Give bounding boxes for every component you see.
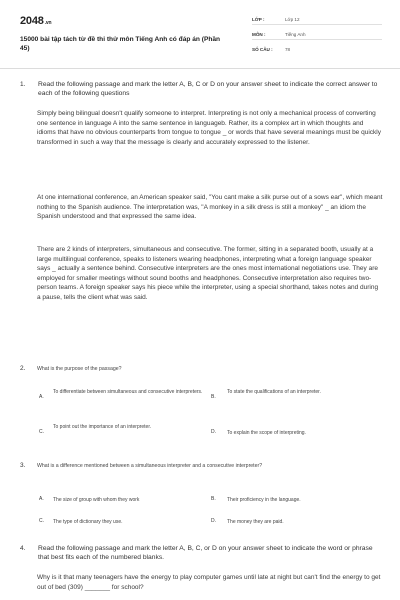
passage-paragraph: At one international conference, an American speaker said, "You cant make a silk purse out of a sows ear", which meant nothing to the Spanish audience. The interpretation was, "A monkey in a silk dress is still a monkey" _ an idiom the Spanish understood and that expressed the same idea.: [37, 194, 383, 220]
option-text[interactable]: The size of group with whom they work: [53, 497, 140, 503]
divider: [252, 39, 382, 40]
question-instruction: Read the following passage and mark the letter A, B, C or D on your answer sheet to indicate the correct answer to each of the following questions: [38, 81, 378, 97]
meta-value: Lớp 12: [285, 17, 300, 22]
site-logo[interactable]: [20, 15, 51, 27]
option-text[interactable]: To point out the importance of an interpreter.: [53, 424, 152, 430]
option-letter[interactable]: B.: [211, 394, 216, 400]
option-text[interactable]: The money they are paid.: [227, 519, 284, 525]
option-text[interactable]: Their proficiency in the language.: [227, 497, 301, 503]
passage-paragraph: There are 2 kinds of interpreters, simultaneous and consecutive. The former, sitting in a separated booth, usually at a large multilingual conference, speaks to listeners wearing headphones, interpreting what a foreign language speaker says _ actually a sentence behind. Consecutive interpreters are the ones most international negotiations use. They are employed for smaller meetings without sound booths and headphones. Consecutive interpretation also requires two-person teams. A foreign speaker says his piece while the interpreter, using a special shorthand, takes notes and during a pause, tells the client what was said.: [37, 246, 379, 301]
option-letter[interactable]: C.: [39, 429, 44, 435]
option-text[interactable]: To explain the scope of interpreting.: [227, 430, 306, 436]
meta-value: 78: [285, 47, 291, 52]
option-text[interactable]: The type of dictionary they use.: [53, 519, 123, 525]
meta-label: LỚP :: [252, 17, 265, 22]
passage-paragraph: Simply being bilingual doesn't qualify someone to interpret. Interpreting is not only a mechanical process of converting one sentence in language A into the same sentence in languageb. Rather, its a complex art in which thoughts and idioms that have no obvious counterparts from tongue to tongue _ or words that have several meanings must be quickly transformed in such a way that the message is clearly and accurately expressed to the listener.: [37, 110, 381, 146]
meta-label: SỐ CÂU :: [252, 47, 273, 52]
option-letter[interactable]: C.: [39, 518, 44, 524]
logo-text: 2048: [20, 15, 44, 27]
header-divider: [0, 68, 400, 69]
header: [0, 0, 400, 68]
option-letter[interactable]: B.: [211, 496, 216, 502]
logo-suffix: .vn: [44, 20, 52, 26]
passage-paragraph: Why is it that many teenagers have the energy to play computer games until late at night but can't find the energy to get out of bed (309) _______ for school?: [37, 574, 381, 591]
option-letter[interactable]: A.: [39, 394, 44, 400]
option-letter[interactable]: D.: [211, 429, 216, 435]
option-letter[interactable]: A.: [39, 496, 44, 502]
option-text[interactable]: To differentiate between simultaneous and consecutive interpreters.: [53, 389, 203, 395]
question-text: What is the purpose of the passage?: [37, 366, 122, 372]
question-number: 4.: [20, 545, 26, 552]
question-number: 1.: [20, 81, 26, 88]
meta-label: MÔN :: [252, 32, 266, 37]
question-number: 3.: [20, 462, 26, 469]
question-text: What is a difference mentioned between a simultaneous interpreter and a consecutive interpreter?: [37, 463, 263, 469]
question-number: 2.: [20, 365, 26, 372]
option-letter[interactable]: D.: [211, 518, 216, 524]
page-title: 15000 bài tập tách từ đề thi thử môn Tiếng Anh có đáp án (Phần 45): [20, 36, 221, 52]
divider: [252, 24, 382, 25]
question-instruction: Read the following passage and mark the letter A, B, C, or D on your answer sheet to indicate the word or phrase that best fits each of the numbered blanks.: [38, 545, 373, 561]
meta-value: Tiếng Anh: [285, 32, 306, 37]
option-text[interactable]: To state the qualifications of an interpreter.: [227, 389, 321, 395]
